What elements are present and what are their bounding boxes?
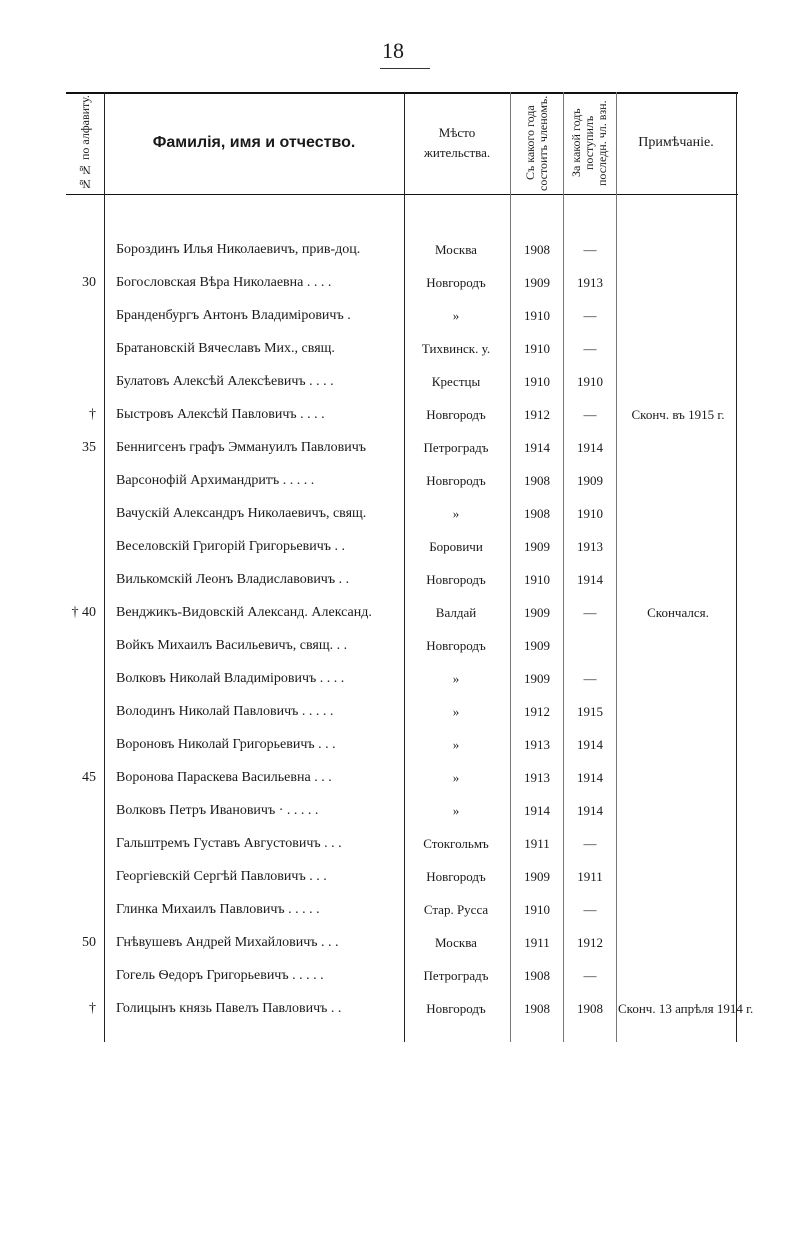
row-number: † 40 bbox=[71, 605, 96, 620]
row-since: 1913 bbox=[524, 737, 550, 752]
row-fee: — bbox=[583, 836, 597, 851]
row-since: 1914 bbox=[524, 803, 550, 818]
row-fee: 1910 bbox=[577, 506, 603, 521]
row-place: Боровичи bbox=[429, 539, 483, 554]
header-place: Мѣсто жительства. bbox=[423, 125, 491, 160]
row-name: Георгіевскій Сергѣй Павловичъ . . . bbox=[116, 869, 327, 884]
row-since: 1909 bbox=[524, 638, 550, 653]
row-fee: — bbox=[583, 671, 597, 686]
row-name: Быстровъ Алексѣй Павловичъ . . . . bbox=[116, 407, 325, 422]
row-number: 35 bbox=[82, 440, 96, 455]
header-fee-cell bbox=[563, 92, 616, 194]
row-fee: — bbox=[583, 308, 597, 323]
row-name: Волковъ Петръ Ивановичъ · . . . . . bbox=[116, 803, 319, 818]
row-fee: — bbox=[583, 902, 597, 917]
table-row bbox=[66, 533, 738, 563]
row-place: Крестцы bbox=[431, 374, 481, 389]
row-fee: 1912 bbox=[577, 935, 603, 950]
row-fee: 1914 bbox=[577, 440, 603, 455]
header-since-cell bbox=[510, 92, 563, 194]
row-place: Новгородъ bbox=[426, 869, 486, 884]
table-row bbox=[66, 830, 738, 860]
row-name: Голицынъ князь Павелъ Павловичъ . . bbox=[116, 1001, 342, 1016]
table-row bbox=[66, 302, 738, 332]
row-fee: 1913 bbox=[577, 539, 603, 554]
row-place: Москва bbox=[435, 242, 477, 257]
row-fee: — bbox=[583, 605, 597, 620]
table-row bbox=[66, 698, 738, 728]
members-table bbox=[66, 92, 754, 1042]
row-name: Братановскій Вячеславъ Мих., свящ. bbox=[116, 341, 335, 356]
row-fee: 1914 bbox=[577, 803, 603, 818]
row-name: Володинъ Николай Павловичъ . . . . . bbox=[116, 704, 334, 719]
header-note: Примѣчаніе. bbox=[638, 135, 714, 150]
row-place: Петроградъ bbox=[423, 968, 489, 983]
row-name: Воронова Параскева Васильевна . . . bbox=[116, 770, 332, 785]
table-row bbox=[66, 731, 738, 761]
header-bottom-rule bbox=[66, 194, 738, 195]
table-row bbox=[66, 665, 738, 695]
row-fee: 1913 bbox=[577, 275, 603, 290]
row-since: 1912 bbox=[524, 704, 550, 719]
row-name: Веселовскій Григорій Григорьевичъ . . bbox=[116, 539, 345, 554]
row-since: 1909 bbox=[524, 605, 550, 620]
row-since: 1913 bbox=[524, 770, 550, 785]
row-place: Новгородъ bbox=[426, 473, 486, 488]
row-name: Волковъ Николай Владиміровичъ . . . . bbox=[116, 671, 345, 686]
row-number: 50 bbox=[82, 935, 96, 950]
row-name: Бороздинъ Илья Николаевичъ, прив-доц. bbox=[116, 242, 361, 257]
row-fee: — bbox=[583, 341, 597, 356]
row-note: Скончался. bbox=[647, 605, 709, 620]
row-fee: 1910 bbox=[577, 374, 603, 389]
row-name: Глинка Михаилъ Павловичъ . . . . . bbox=[116, 902, 320, 917]
row-name: Богословская Вѣра Николаевна . . . . bbox=[116, 275, 332, 290]
table-row bbox=[66, 863, 738, 893]
row-number: 45 bbox=[82, 770, 96, 785]
row-since: 1910 bbox=[524, 308, 550, 323]
row-since: 1909 bbox=[524, 275, 550, 290]
row-name: Войкъ Михаилъ Васильевичъ, свящ. . . bbox=[116, 638, 348, 653]
row-since: 1908 bbox=[524, 1001, 550, 1016]
row-place: Новгородъ bbox=[426, 407, 486, 422]
row-number: 30 bbox=[82, 275, 96, 290]
table-row bbox=[66, 797, 738, 827]
row-place: Петроградъ bbox=[423, 440, 489, 455]
row-fee: 1914 bbox=[577, 770, 603, 785]
row-place: Новгородъ bbox=[426, 572, 486, 587]
row-since: 1910 bbox=[524, 902, 550, 917]
row-name: Гогель Ѳедоръ Григорьевичъ . . . . . bbox=[116, 968, 324, 983]
table-row bbox=[66, 269, 738, 299]
row-since: 1909 bbox=[524, 869, 550, 884]
row-place: Москва bbox=[435, 935, 477, 950]
row-name: Вороновъ Николай Григорьевичъ . . . bbox=[116, 737, 336, 752]
row-since: 1911 bbox=[524, 836, 550, 851]
row-since: 1912 bbox=[524, 407, 550, 422]
row-place: Новгородъ bbox=[426, 275, 486, 290]
row-name: Венджикъ-Видовскій Александ. Александ. bbox=[116, 605, 372, 620]
table-row bbox=[66, 368, 738, 398]
row-name: Бранденбургъ Антонъ Владиміровичъ . bbox=[116, 308, 351, 323]
table-row bbox=[66, 995, 754, 1039]
table-row bbox=[66, 599, 738, 629]
row-since: 1910 bbox=[524, 341, 550, 356]
header-number: №№ по алфавиту. bbox=[77, 95, 92, 191]
table-row bbox=[66, 896, 738, 926]
row-fee: — bbox=[583, 242, 597, 257]
table-row bbox=[66, 434, 738, 464]
row-note: Сконч. въ 1915 г. bbox=[631, 407, 725, 422]
row-since: 1914 bbox=[524, 440, 550, 455]
table-row bbox=[66, 401, 738, 431]
header-place-cell bbox=[404, 92, 510, 194]
row-place: Стокгольмъ bbox=[423, 836, 489, 851]
table-row bbox=[66, 500, 738, 530]
row-place: Тихвинск. у. bbox=[421, 341, 491, 356]
row-since: 1909 bbox=[524, 539, 550, 554]
row-name: Варсонофій Архимандритъ . . . . . bbox=[116, 473, 315, 488]
header-fee: За какой годъ поступилъ последн. чл. взн. bbox=[569, 100, 609, 186]
row-place: » bbox=[452, 704, 460, 719]
row-since: 1908 bbox=[524, 242, 550, 257]
table-row bbox=[66, 632, 738, 662]
row-fee: 1908 bbox=[577, 1001, 603, 1016]
row-fee: 1914 bbox=[577, 572, 603, 587]
row-note: Сконч. 13 апрѣля 1914 г. bbox=[618, 1001, 754, 1016]
row-since: 1908 bbox=[524, 473, 550, 488]
header-since: Съ какого года состоитъ членомъ. bbox=[522, 95, 550, 191]
row-since: 1910 bbox=[524, 572, 550, 587]
row-number: † bbox=[89, 1001, 96, 1016]
row-place: » bbox=[452, 737, 460, 752]
row-fee: — bbox=[583, 407, 597, 422]
table-row bbox=[66, 962, 738, 992]
table-row bbox=[66, 929, 738, 959]
row-name: Вачускій Александръ Николаевичъ, свящ. bbox=[116, 506, 367, 521]
table-row bbox=[66, 764, 738, 794]
row-place: Новгородъ bbox=[426, 1001, 486, 1016]
row-place: » bbox=[452, 506, 460, 521]
row-name: Вилькомскій Леонъ Владиславовичъ . . bbox=[116, 572, 350, 587]
header-name-cell bbox=[104, 92, 404, 194]
row-place: Новгородъ bbox=[426, 638, 486, 653]
table-row bbox=[66, 335, 738, 365]
table-row bbox=[66, 566, 738, 596]
page-number-rule bbox=[380, 68, 430, 69]
row-place: Валдай bbox=[435, 605, 477, 620]
row-fee: 1914 bbox=[577, 737, 603, 752]
table-row bbox=[66, 467, 738, 497]
row-place: » bbox=[452, 803, 460, 818]
row-place: Стар. Русса bbox=[423, 902, 489, 917]
row-since: 1909 bbox=[524, 671, 550, 686]
row-place: » bbox=[452, 770, 460, 785]
row-fee: — bbox=[583, 968, 597, 983]
row-name: Беннигсенъ графъ Эммануилъ Павловичъ bbox=[116, 440, 366, 455]
table-row bbox=[66, 236, 738, 266]
row-name: Булатовъ Алексѣй Алексѣевичъ . . . . bbox=[116, 374, 334, 389]
page-number: 18 bbox=[382, 38, 404, 63]
row-fee: 1911 bbox=[577, 869, 603, 884]
header-number-cell bbox=[66, 92, 104, 194]
row-since: 1910 bbox=[524, 374, 550, 389]
header-note-cell bbox=[616, 92, 736, 194]
row-place: » bbox=[452, 308, 460, 323]
row-place: » bbox=[452, 671, 460, 686]
row-name: Гнѣвушевъ Андрей Михайловичъ . . . bbox=[116, 935, 339, 950]
row-fee: 1915 bbox=[577, 704, 603, 719]
row-since: 1911 bbox=[524, 935, 550, 950]
row-fee: 1909 bbox=[577, 473, 603, 488]
row-number: † bbox=[89, 407, 96, 422]
header-name: Фамилія, имя и отчество. bbox=[152, 134, 356, 151]
row-since: 1908 bbox=[524, 506, 550, 521]
row-name: Гальштремъ Густавъ Августовичъ . . . bbox=[116, 836, 342, 851]
row-since: 1908 bbox=[524, 968, 550, 983]
